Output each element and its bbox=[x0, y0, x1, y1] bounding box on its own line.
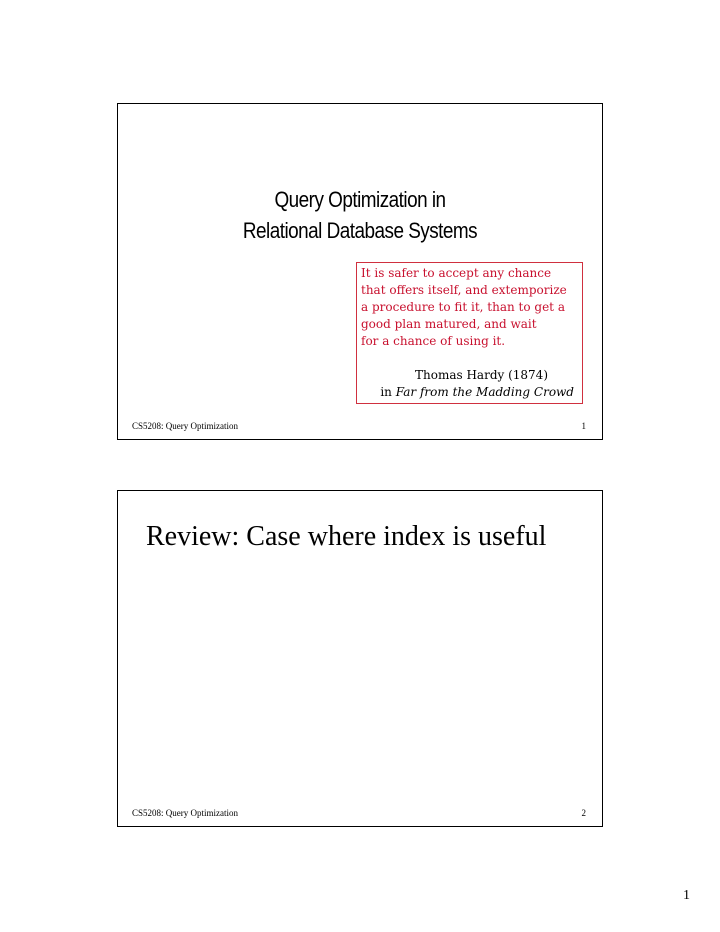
footer-slide-number: 2 bbox=[581, 808, 586, 818]
quote-text bbox=[361, 265, 582, 350]
slide-title bbox=[152, 184, 568, 246]
slide-title: Review: Case where index is useful bbox=[146, 521, 547, 552]
slide-footer bbox=[132, 808, 586, 818]
quote-line: for a chance of using it. bbox=[361, 334, 506, 348]
footer-course: CS5208: Query Optimization bbox=[132, 808, 238, 818]
title-line: Relational Database Systems bbox=[242, 218, 478, 243]
quote-line: good plan matured, and wait bbox=[361, 317, 537, 331]
quote-box bbox=[356, 262, 583, 404]
page-number: 1 bbox=[683, 888, 690, 903]
quote-source-prefix: in bbox=[380, 385, 392, 399]
footer-course: CS5208: Query Optimization bbox=[132, 421, 238, 431]
footer-slide-number: 1 bbox=[581, 421, 586, 431]
slide-2 bbox=[117, 490, 603, 827]
title-line: Query Optimization in bbox=[274, 187, 446, 212]
quote-attribution bbox=[361, 367, 582, 401]
slide-1 bbox=[117, 103, 603, 440]
quote-source-title: Far from the Madding Crowd bbox=[395, 385, 574, 399]
slide-footer bbox=[132, 421, 586, 431]
quote-author: Thomas Hardy (1874) bbox=[415, 368, 548, 382]
quote-line: It is safer to accept any chance bbox=[361, 266, 552, 280]
quote-line: that offers itself, and extemporize bbox=[361, 283, 567, 297]
quote-line: a procedure to fit it, than to get a bbox=[361, 300, 565, 314]
quote-source bbox=[361, 384, 574, 401]
